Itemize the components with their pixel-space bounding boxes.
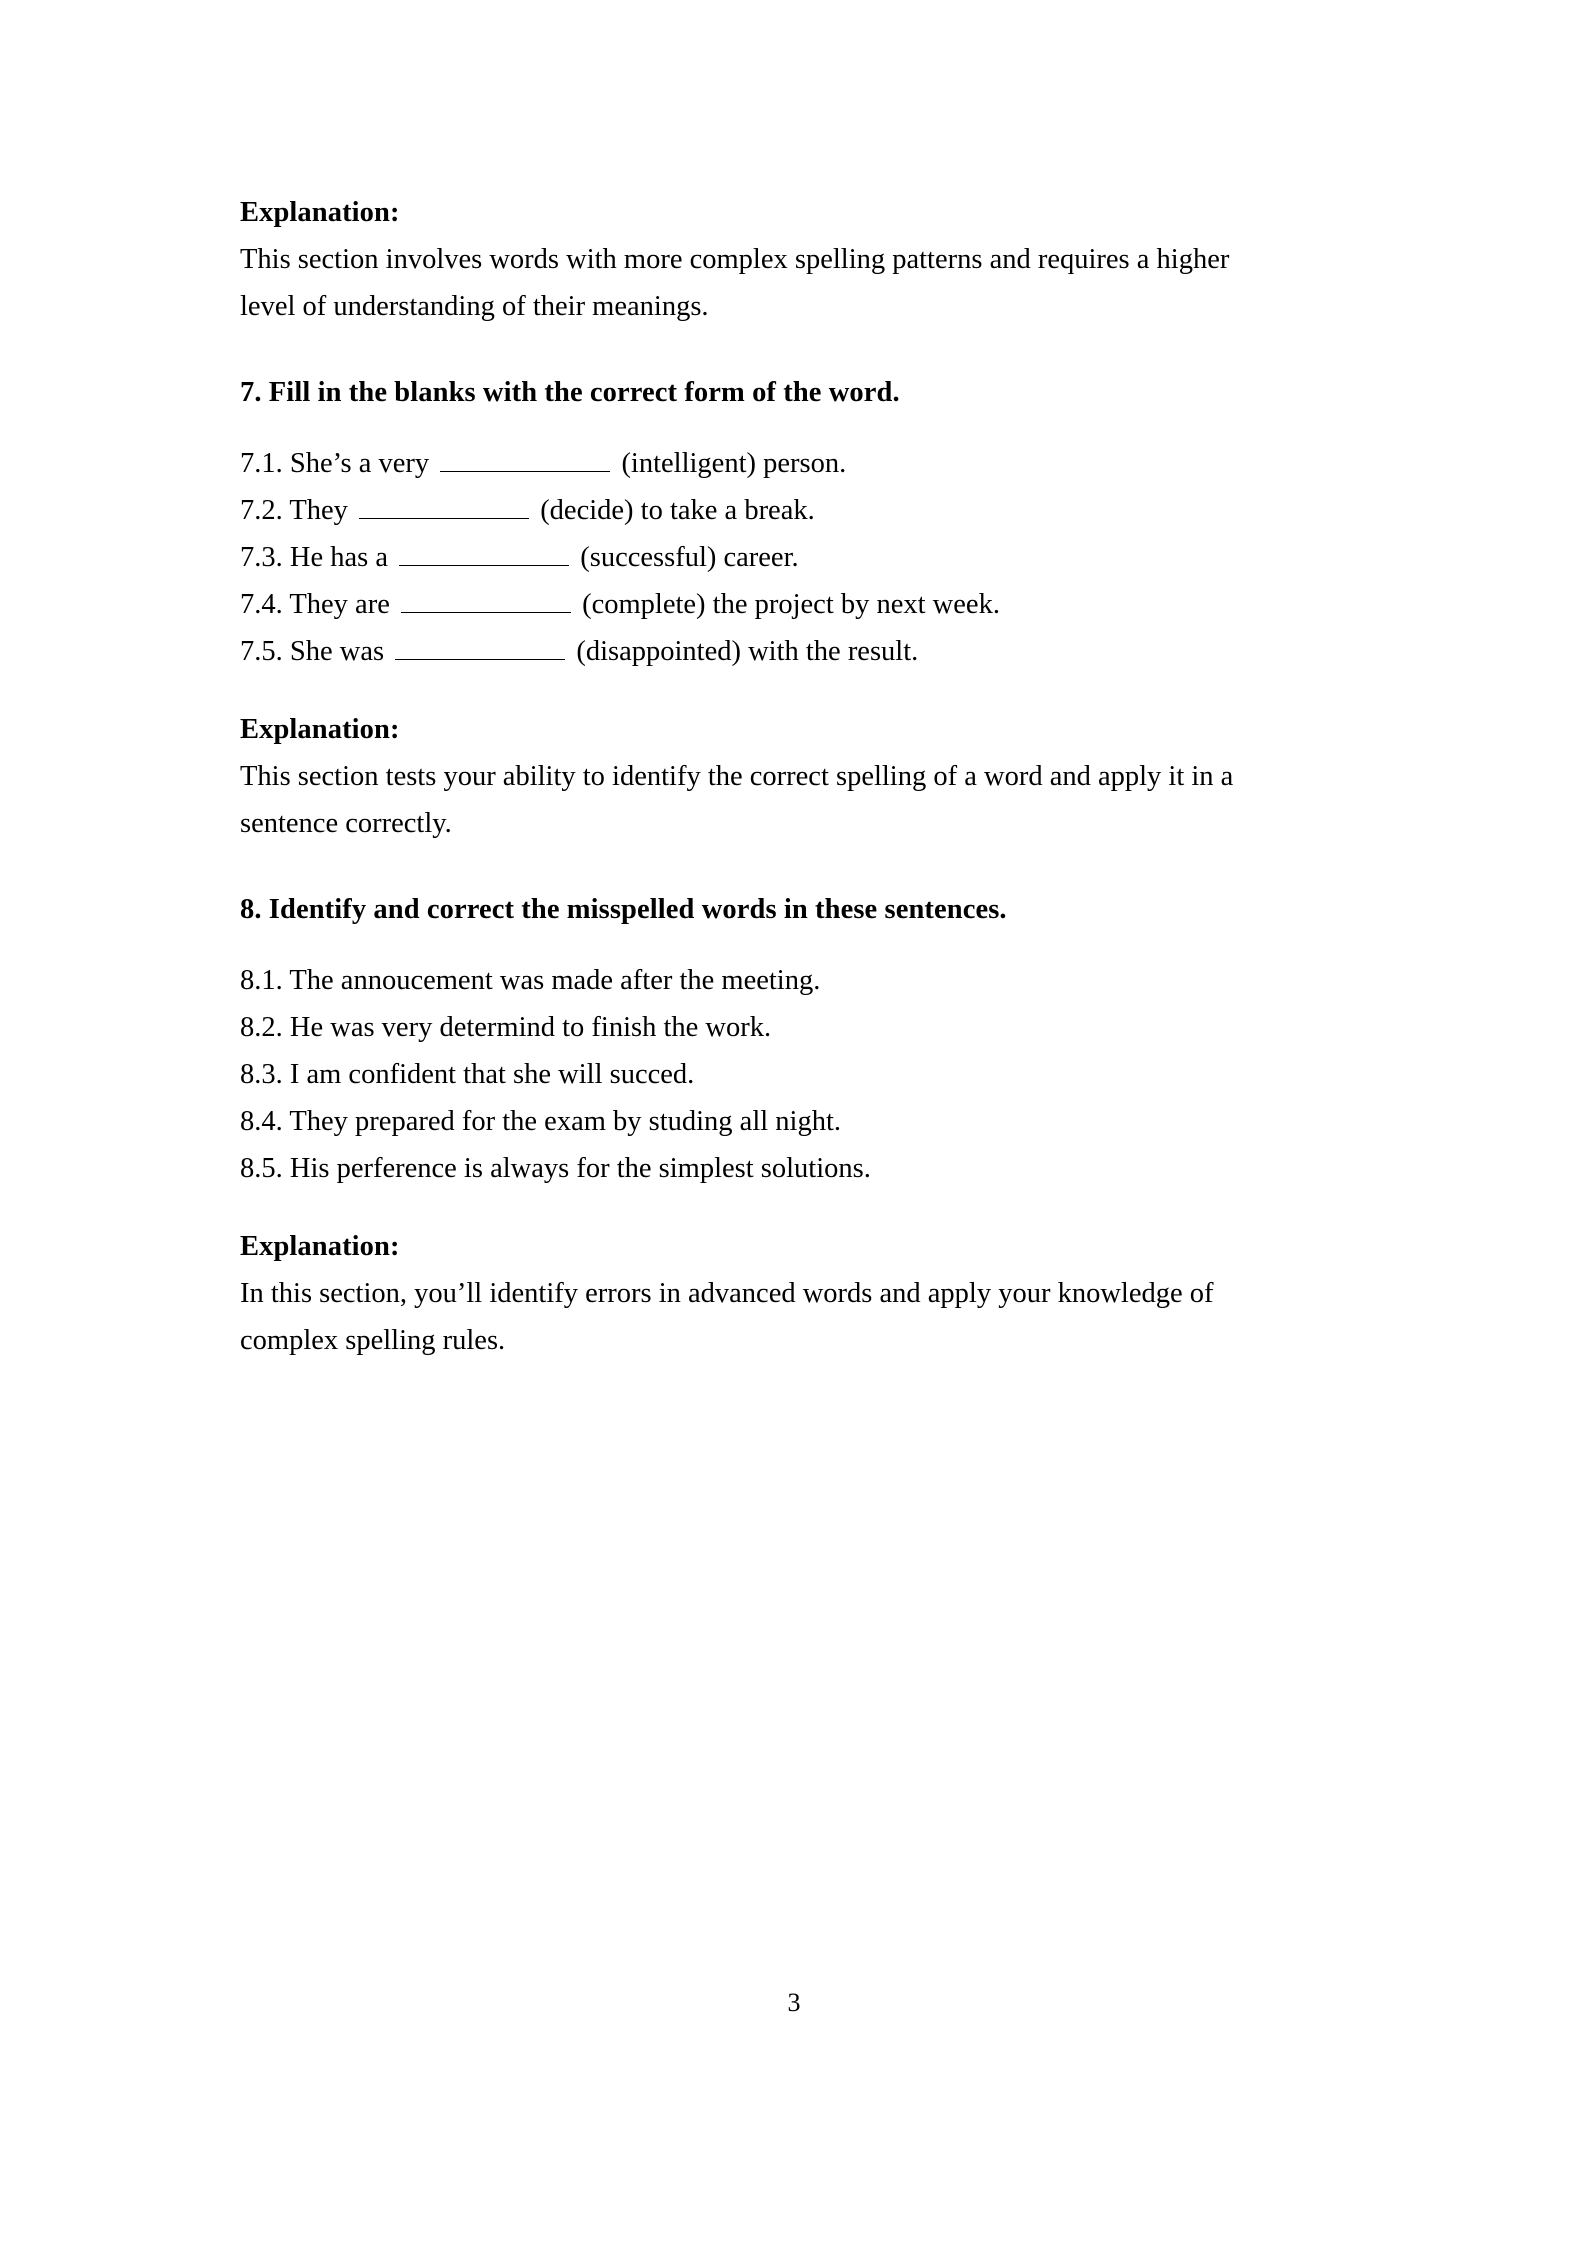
section-8-list [240, 957, 1275, 1192]
item-text-after: (intelligent) person. [621, 448, 847, 479]
list-item [240, 1145, 1275, 1192]
section-7 [240, 370, 1275, 675]
item-text: They prepared for the exam by studing all night. [289, 1106, 842, 1137]
list-item [240, 957, 1275, 1004]
list-item [240, 1004, 1275, 1051]
explanation-heading: Explanation: [240, 714, 400, 745]
item-text-before: They are [289, 589, 390, 620]
explanation-heading: Explanation: [240, 1231, 400, 1262]
item-text-after: (complete) the project by next week. [582, 589, 1000, 620]
item-text-after: (decide) to take a break. [540, 495, 815, 526]
section-7-heading: 7. Fill in the blanks with the correct form of the word. [240, 377, 900, 408]
item-number: 7.2. [240, 495, 283, 526]
item-text-before: She was [289, 636, 385, 667]
fill-in-blank[interactable] [359, 492, 529, 519]
fill-in-blank[interactable] [440, 445, 610, 472]
list-item [240, 487, 1275, 534]
spacer [240, 1192, 1275, 1224]
item-text-before: They [289, 495, 348, 526]
spacer [240, 933, 1275, 957]
item-text-after: (successful) career. [580, 542, 799, 573]
section-8-heading: 8. Identify and correct the misspelled words in these sentences. [240, 894, 1007, 925]
list-item [240, 628, 1275, 675]
list-item [240, 581, 1275, 628]
item-text: His perference is always for the simplest solutions. [289, 1153, 871, 1184]
section-8 [240, 887, 1275, 1192]
list-item [240, 440, 1275, 487]
item-number: 8.4. [240, 1106, 283, 1137]
item-number: 7.3. [240, 542, 283, 573]
item-number: 8.3. [240, 1059, 283, 1090]
item-number: 8.2. [240, 1012, 283, 1043]
list-item [240, 1051, 1275, 1098]
list-item [240, 1098, 1275, 1145]
explanation-heading: Explanation: [240, 197, 400, 228]
explanation-block-1 [240, 190, 1275, 330]
item-text: I am confident that she will succed. [289, 1059, 695, 1090]
item-number: 8.1. [240, 965, 283, 996]
list-item [240, 534, 1275, 581]
item-text: The annoucement was made after the meeting. [289, 965, 821, 996]
section-7-list [240, 440, 1275, 675]
explanation-body: In this section, you’ll identify errors in advanced words and apply your knowledge of complex spelling rules. [240, 1278, 1214, 1356]
explanation-body: This section tests your ability to identify the correct spelling of a word and apply it in a sentence correctly. [240, 761, 1234, 839]
item-number: 7.5. [240, 636, 283, 667]
item-number: 8.5. [240, 1153, 283, 1184]
page-content [240, 190, 1275, 1364]
item-text-before: She’s a very [289, 448, 430, 479]
explanation-block-3 [240, 1224, 1275, 1364]
explanation-body: This section involves words with more complex spelling patterns and requires a higher level of understanding of their meanings. [240, 244, 1230, 322]
item-number: 7.4. [240, 589, 283, 620]
explanation-block-2 [240, 707, 1275, 847]
spacer [240, 416, 1275, 440]
spacer [240, 847, 1275, 887]
spacer [240, 330, 1275, 370]
item-number: 7.1. [240, 448, 283, 479]
fill-in-blank[interactable] [399, 539, 569, 566]
page-number: 3 [787, 1988, 801, 2017]
item-text-before: He has a [289, 542, 388, 573]
spacer [240, 675, 1275, 707]
fill-in-blank[interactable] [401, 586, 571, 613]
item-text: He was very determind to finish the work. [289, 1012, 772, 1043]
fill-in-blank[interactable] [395, 633, 565, 660]
item-text-after: (disappointed) with the result. [576, 636, 919, 667]
